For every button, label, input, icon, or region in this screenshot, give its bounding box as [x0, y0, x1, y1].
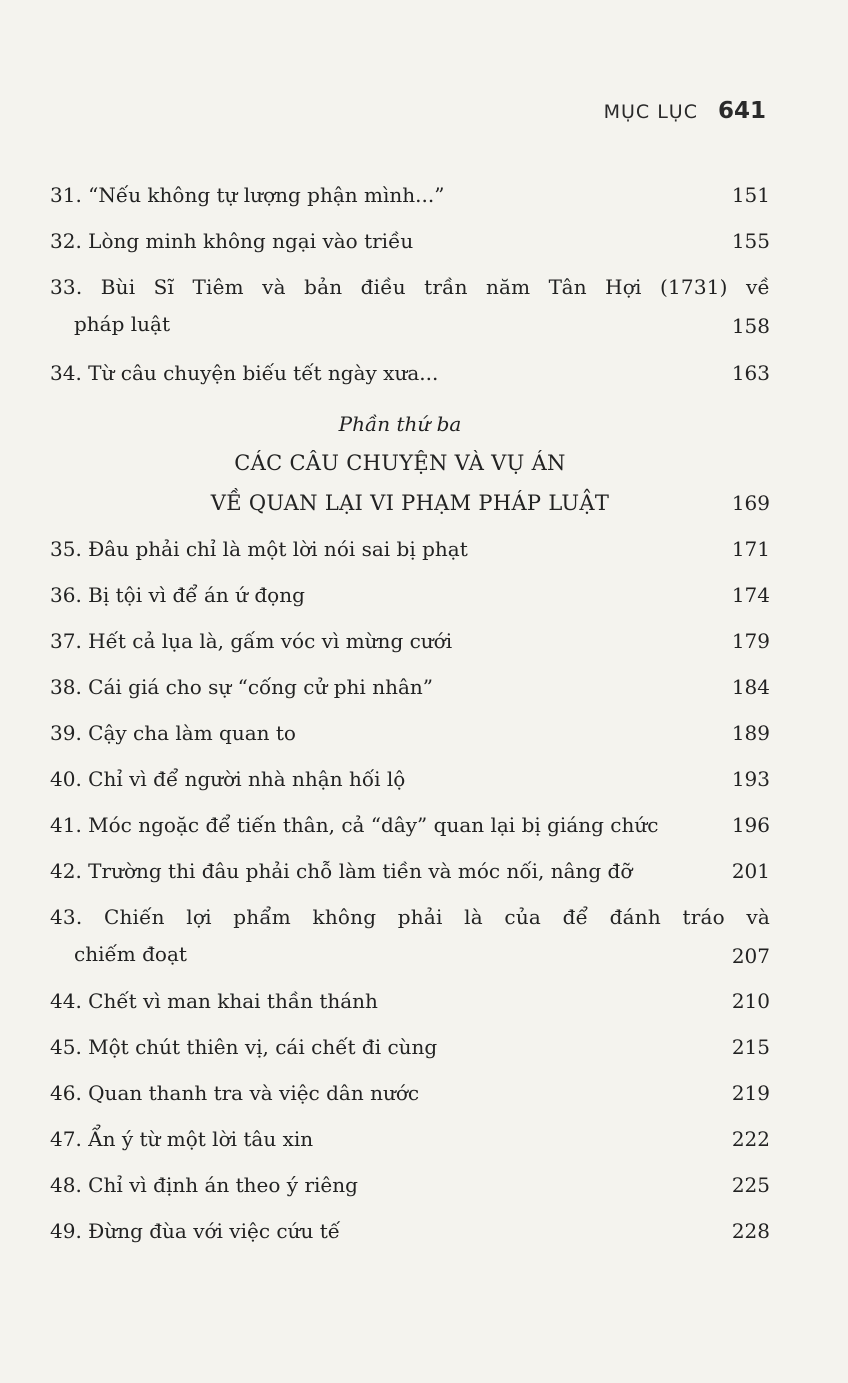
toc-entry-title: 47. Ẩn ý từ một lời tâu xin — [50, 1127, 314, 1151]
toc-entry-page: 151 — [731, 183, 770, 207]
toc-entry-title: 32. Lòng minh không ngại vào triều — [50, 229, 414, 253]
part-page: 169 — [731, 491, 770, 515]
toc-entry-page: 222 — [731, 1127, 770, 1151]
toc-entry — [50, 1073, 770, 1119]
toc-entry-page: 219 — [731, 1081, 770, 1105]
toc-entry-page: 171 — [731, 537, 770, 561]
toc-entry — [50, 575, 770, 621]
toc-entry — [50, 805, 770, 851]
toc-entry-title: 45. Một chút thiên vị, cái chết đi cùng — [50, 1035, 438, 1059]
toc-entry — [50, 759, 770, 805]
toc-entry — [50, 713, 770, 759]
toc-entry-title-line2: pháp luật — [74, 312, 171, 336]
toc-entry-page: 201 — [731, 859, 770, 883]
toc-entry-title: 38. Cái giá cho sự “cống cử phi nhân” — [50, 675, 433, 699]
toc-entry — [50, 897, 770, 975]
toc-entry-title: 36. Bị tội vì để án ứ đọng — [50, 583, 305, 607]
part-title-row — [50, 483, 770, 523]
toc-entry-title: 48. Chỉ vì định án theo ý riêng — [50, 1173, 358, 1197]
toc-entry-title: 46. Quan thanh tra và việc dân nước — [50, 1081, 420, 1105]
toc-entry-title-line1: 43. Chiến lợi phẩm không phải là của để đánh tráo và — [50, 905, 770, 929]
toc-entry — [50, 621, 770, 667]
toc-entry-title: 41. Móc ngoặc để tiến thân, cả “dây” quan lại bị giáng chức — [50, 813, 659, 837]
toc-entry-page: 193 — [731, 767, 770, 791]
toc-entry — [50, 851, 770, 897]
toc-entry-page: 196 — [731, 813, 770, 837]
toc-entry-title-line1: 33. Bùi Sĩ Tiêm và bản điều trần năm Tân Hợi (1731) về — [50, 275, 770, 299]
toc-entry-page: 184 — [731, 675, 770, 699]
toc-entry — [50, 1165, 770, 1211]
toc-entry-page: 189 — [731, 721, 770, 745]
toc-entry — [50, 529, 770, 575]
toc-entry-title: 35. Đâu phải chỉ là một lời nói sai bị phạt — [50, 537, 468, 561]
toc-entry-title: 39. Cậy cha làm quan to — [50, 721, 296, 745]
toc-entry-page: 163 — [731, 361, 770, 385]
toc-entry — [50, 353, 770, 399]
header-title: MỤC LỤC — [603, 101, 698, 123]
toc-entry-title: 49. Đừng đùa với việc cứu tế — [50, 1219, 341, 1243]
toc-entry — [50, 1211, 770, 1257]
toc-entry-page: 174 — [731, 583, 770, 607]
toc-entry — [50, 981, 770, 1027]
header-page-number: 641 — [717, 98, 766, 124]
toc-entry-page: 228 — [731, 1219, 770, 1243]
part-title-line2: VỀ QUAN LẠI VI PHẠM PHÁP LUẬT — [210, 491, 610, 515]
toc-entry — [50, 221, 770, 267]
toc-entry-page: 155 — [731, 229, 770, 253]
page-header — [604, 98, 766, 124]
toc-entry — [50, 267, 770, 345]
toc-entry-title-line2: chiếm đoạt — [74, 942, 187, 966]
table-of-contents — [50, 175, 770, 1257]
part-title-line1: CÁC CÂU CHUYỆN VÀ VỤ ÁN — [234, 451, 566, 475]
toc-entry-title: 42. Trường thi đâu phải chỗ làm tiền và móc nối, nâng đỡ — [50, 859, 633, 883]
toc-entry — [50, 175, 770, 221]
toc-entry-title: 44. Chết vì man khai thần thánh — [50, 989, 378, 1013]
toc-entry-page: 225 — [731, 1173, 770, 1197]
toc-entry — [50, 1119, 770, 1165]
toc-entry-page: 210 — [731, 989, 770, 1013]
toc-entry-page: 215 — [731, 1035, 770, 1059]
toc-entry-title: 34. Từ câu chuyện biếu tết ngày xưa... — [50, 361, 439, 385]
toc-entry — [50, 1027, 770, 1073]
toc-entry-page: 158 — [731, 314, 770, 338]
toc-entry-title: 37. Hết cả lụa là, gấm vóc vì mừng cưới — [50, 629, 453, 653]
toc-entry-title: 40. Chỉ vì để người nhà nhận hối lộ — [50, 767, 406, 791]
toc-entry-page: 207 — [731, 944, 770, 968]
part-label: Phần thứ ba — [338, 412, 462, 436]
toc-entry-page: 179 — [731, 629, 770, 653]
toc-entry-title: 31. “Nếu không tự lượng phận mình...” — [50, 183, 445, 207]
toc-entry — [50, 667, 770, 713]
